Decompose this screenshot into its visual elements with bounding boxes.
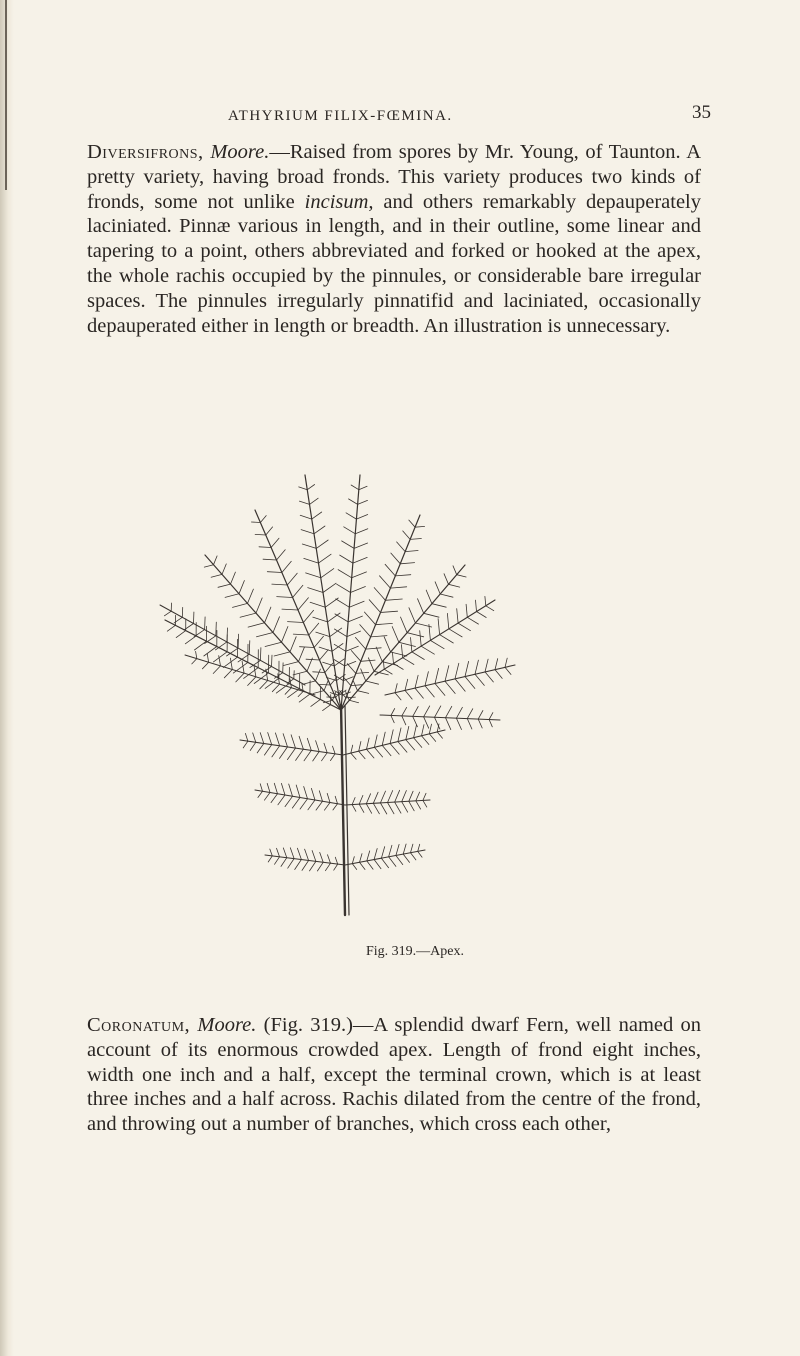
paragraph-coronatum [87, 1013, 701, 1137]
figure-caption: Fig. 319.—Apex. [366, 944, 464, 959]
page-gutter [0, 0, 14, 1356]
page-number: 35 [692, 102, 711, 123]
variety-name: Coronatum, [87, 1014, 191, 1036]
variety-name: Diversifrons, [87, 141, 204, 163]
author-name: Moore. [197, 1014, 257, 1036]
paragraph-diversifrons [87, 140, 701, 338]
paragraph-text: (Fig. 319.)—A splendid dwarf Fern, well named on account of its enormous crowded apex. Length of frond eight inches, width one inch and a half, except the terminal crown, which is at least three inches and a half across. Rachis dilated from the centre of the frond, and throwing out a number of branches, which cross each other, [87, 1014, 701, 1136]
paragraph-text-rest: and others remarkably depauperately laciniated. Pinnæ various in length, and in their outline, some linear and tapering to a point, others abbreviated and forked or hooked at the apex, the whole rachis occupied by the pinnules, or considerable bare irregular spaces. The pinnules irregularly pinnatifid and laciniated, occasionally depauperated either in length or breadth. An illustration is unnecessary. [87, 190, 701, 337]
binding-edge [5, 0, 7, 190]
paragraph-text: —Raised from spores by Mr. Young, of Taunton. A pretty variety, having broad fronds. This variety produces two kinds of fronds, some not unlike [87, 141, 701, 213]
running-head: ATHYRIUM FILIX-FŒMINA. [228, 108, 453, 124]
italic-term: incisum, [304, 190, 374, 213]
author-name: Moore. [210, 141, 270, 163]
fern-apex-illustration [145, 455, 525, 925]
